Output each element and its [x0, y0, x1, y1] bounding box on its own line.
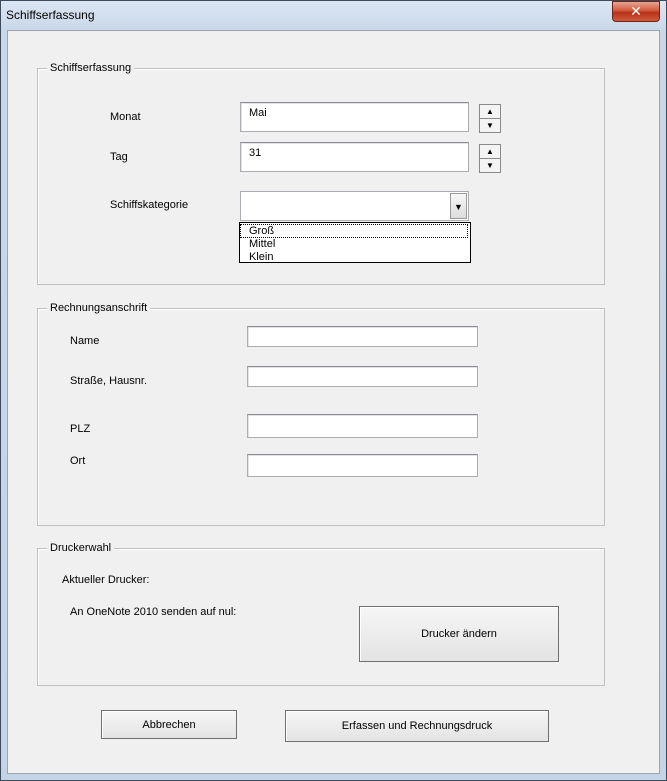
spin-down-icon[interactable]: ▼	[486, 160, 494, 170]
name-label: Name	[70, 335, 100, 347]
tag-label: Tag	[110, 151, 128, 163]
rechnungsanschrift-legend: Rechnungsanschrift	[47, 302, 150, 314]
tag-spinner[interactable]	[479, 144, 501, 173]
monat-label: Monat	[110, 111, 141, 123]
schiffskategorie-dropdown-list	[239, 222, 471, 263]
spin-up-icon[interactable]: ▲	[480, 145, 500, 159]
drucker-name: An OneNote 2010 senden auf nul:	[70, 606, 237, 618]
dropdown-option-klein[interactable]: Klein	[249, 251, 274, 263]
strasse-label: Straße, Hausnr.	[70, 375, 148, 387]
strasse-field[interactable]	[247, 366, 478, 387]
window-title: Schiffserfassung	[6, 8, 95, 22]
ort-field[interactable]	[247, 454, 478, 477]
schiffserfassung-legend: Schiffserfassung	[47, 62, 134, 74]
name-field[interactable]	[247, 326, 478, 347]
schiffskategorie-combobox[interactable]	[240, 191, 469, 221]
monat-field[interactable]: Mai	[240, 102, 469, 132]
erfassen-und-rechnungsdruck-button[interactable]: Erfassen und Rechnungsdruck	[285, 710, 549, 742]
dropdown-option-mittel[interactable]: Mittel	[249, 238, 276, 250]
abbrechen-button[interactable]: Abbrechen	[101, 710, 237, 739]
tag-field[interactable]: 31	[240, 142, 469, 172]
dropdown-option-gross[interactable]: Groß	[241, 225, 467, 237]
schiffskategorie-label: Schiffskategorie	[110, 199, 189, 211]
plz-label: PLZ	[70, 423, 91, 435]
close-button[interactable]: ✕	[612, 1, 660, 22]
drucker-aendern-button[interactable]: Drucker ändern	[359, 606, 559, 662]
spin-down-icon[interactable]: ▼	[486, 120, 494, 130]
ort-label: Ort	[70, 455, 86, 467]
monat-spinner[interactable]	[479, 104, 501, 133]
aktueller-drucker-label: Aktueller Drucker:	[62, 574, 150, 586]
druckerwahl-legend: Druckerwahl	[47, 542, 114, 554]
spin-up-icon[interactable]: ▲	[480, 105, 500, 119]
chevron-down-icon[interactable]: ▼	[450, 193, 467, 219]
plz-field[interactable]	[247, 414, 478, 438]
